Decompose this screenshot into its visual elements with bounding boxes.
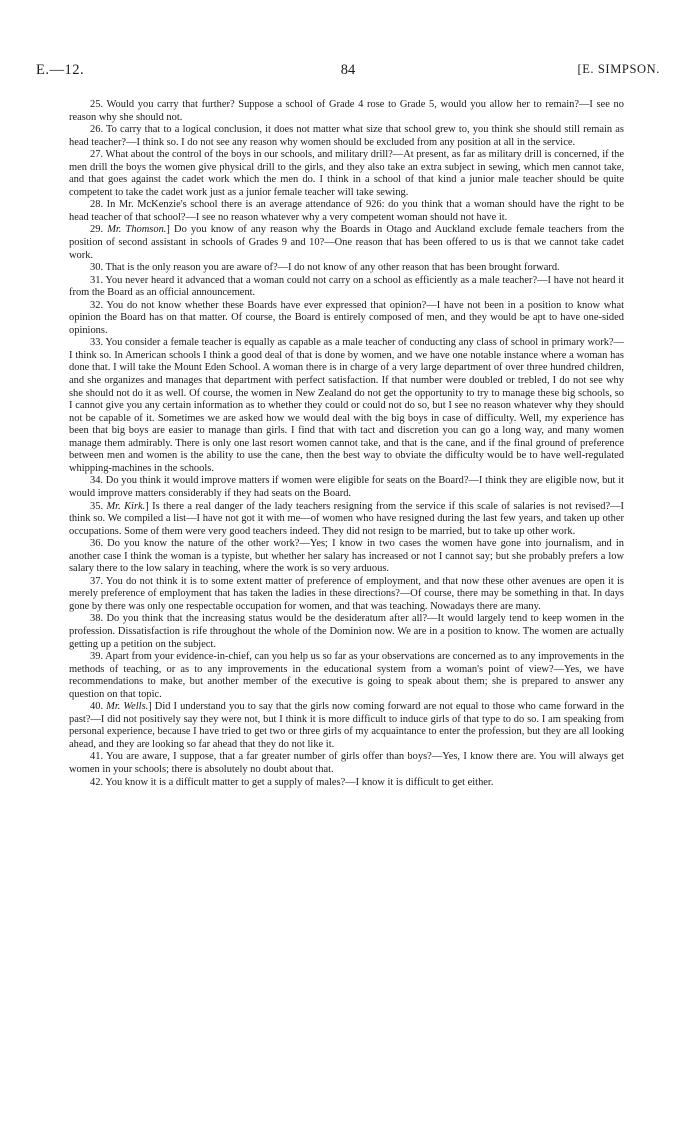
question-40: 40. Mr. Wells.] Did I understand you to say that the girls now coming forward are not equal to those who came forward in the past?—I did not positively say they were not, but I think it is more difficult to induce girls of that type to do so. I am speaking from personal experience, because I have tried to get two or three girls of my acquaintance to enter the profession, but they are all looking ahead, and they are looking so far ahead that they do not like it. (69, 701, 624, 750)
question-25: 25. Would you carry that further? Suppose a school of Grade 4 rose to Grade 5, would you allow her to remain?—I see no reason why she should not. (69, 99, 624, 123)
testimony-body (69, 99, 624, 789)
question-38: 38. Do you think that the increasing status would be the desideratum after all?—It would largely tend to keep women in the profession. Dissatisfaction is rife throughout the whole of the Dominion now. We are in a position to know. The women are actually getting up a petition on the subject. (69, 613, 624, 650)
question-33: 33. You consider a female teacher is equally as capable as a male teacher of conducting any class of school in primary work?—I think so. In American schools I think a good deal of that is done by women, and we have one notable instance where a woman has done that. I will take the Mount Eden School. A woman there is in charge of a very large department of over three hundred children, and she organizes and manages that department with perfect satisfaction. If that number were doubled or trebled, I do not see why she should not do it as well. Of course, the women in New Zealand do not get the opportunity to try to manage these big schools, so I cannot give you any certain information as to whether they could or could not do so, but I see no reason whatever why they should not be capable of it. Sometimes we are asked how we would deal with the big boys in case of difficulty. Well, my experience has been that big boys are easier to manage than girls. I find that with tact and discretion you can go a long way, and many women manage them admirably. There is only one last resort women cannot take, and that is the cane, and if the final ground of preference between men and women is the ability to use the cane, then the best way to obviate the difficulty would be to have well-regulated whipping-machines in the schools. (69, 337, 624, 474)
document-reference: E.—12. (36, 62, 85, 78)
question-34: 34. Do you think it would improve matters if women were eligible for seats on the Board?—I think they are eligible now, but it would improve matters considerably if they had seats on the Board. (69, 475, 624, 499)
question-32: 32. You do not know whether these Boards have ever expressed that opinion?—I have not been in a position to know what opinion the Board has on that matter. Of course, the Board is entirely composed of men, and they would be apt to have one-sided opinions. (69, 299, 624, 336)
question-30: 30. That is the only reason you are aware of?—I do not know of any other reason that has been brought forward. (90, 262, 560, 274)
question-28: 28. In Mr. McKenzie's school there is an average attendance of 926: do you think that a woman should have the right to be head teacher of that school?—I see no reason whatever why a very competent woman should not have it. (69, 199, 624, 223)
page-number: 84 (340, 62, 356, 78)
question-39: 39. Apart from your evidence-in-chief, can you help us so far as your observations are concerned as to any improvements in the methods of teaching, or as to any improvements in the educational system from a woman's point of view?—Yes, we have recommendations to make, but another member of the executive is going to speak about them; she is prepared to answer any question on that topic. (69, 651, 624, 700)
question-27: 27. What about the control of the boys in our schools, and military drill?—At present, as far as military drill is concerned, if the men drill the boys the women give physical drill to the girls, and they also take an extra subject in sewing, which men cannot take, and that goes against the cadet work which the men do. I think in a school of that kind a junior male teacher should be quite competent to take the cadet work just as a junior female teacher will take sewing. (69, 149, 624, 198)
question-29: 29. Mr. Thomson.] Do you know of any reason why the Boards in Otago and Auckland exclude female teachers from the position of second assistant in schools of Grades 9 and 10?—One reason that has been offered to us is that we cannot take cadet work. (69, 224, 624, 261)
question-26: 26. To carry that to a logical conclusion, it does not matter what size that school grew to, you think she should still remain as head teacher?—I think so. I do not see any reason why women should be excluded from any position at all in the service. (69, 124, 624, 148)
question-35: 35. Mr. Kirk.] Is there a real danger of the lady teachers resigning from the service if this scale of salaries is not revised?—I think so. We compiled a list—I have not got it with me—of women who have resigned during the last few years, and taken up other occupations. Some of them were very good teachers indeed. They did not resign to be married, but to take up other work. (69, 500, 624, 537)
page-header (36, 62, 660, 86)
speaker-name: Mr. Thomson. (107, 224, 167, 236)
question-36: 36. Do you know the nature of the other work?—Yes; I know in two cases the women have gone into journalism, and in another case I think the woman is a typiste, but whether her salary has increased or not I cannot say; but she probably prefers a low salary there to the low salary in teaching, where the work is so very arduous. (69, 538, 624, 575)
speaker-name: Mr. Wells. (106, 701, 149, 713)
question-31: 31. You never heard it advanced that a woman could not carry on a school as efficiently as a male teacher?—I have not heard it from the Board as an official announcement. (69, 274, 624, 299)
question-42: 42. You know it is a difficult matter to get a supply of males?—I know it is difficult to get either. (90, 776, 494, 788)
witness-name: [E. SIMPSON. (577, 62, 660, 76)
question-37: 37. You do not think it is to some extent matter of preference of employment, and that now these other avenues are open it is merely preference of employment that has taken the ladies in these directions?—Of course, there may be something in that. In days gone by there was only one respectable occupation for women, and that was teaching. Nowadays there are many. (69, 575, 624, 612)
question-41: 41. You are aware, I suppose, that a far greater number of girls offer than boys?—Yes, I know there are. You will always get women in your schools; there is absolutely no doubt about that. (69, 751, 624, 775)
speaker-name: Mr. Kirk. (106, 500, 146, 512)
